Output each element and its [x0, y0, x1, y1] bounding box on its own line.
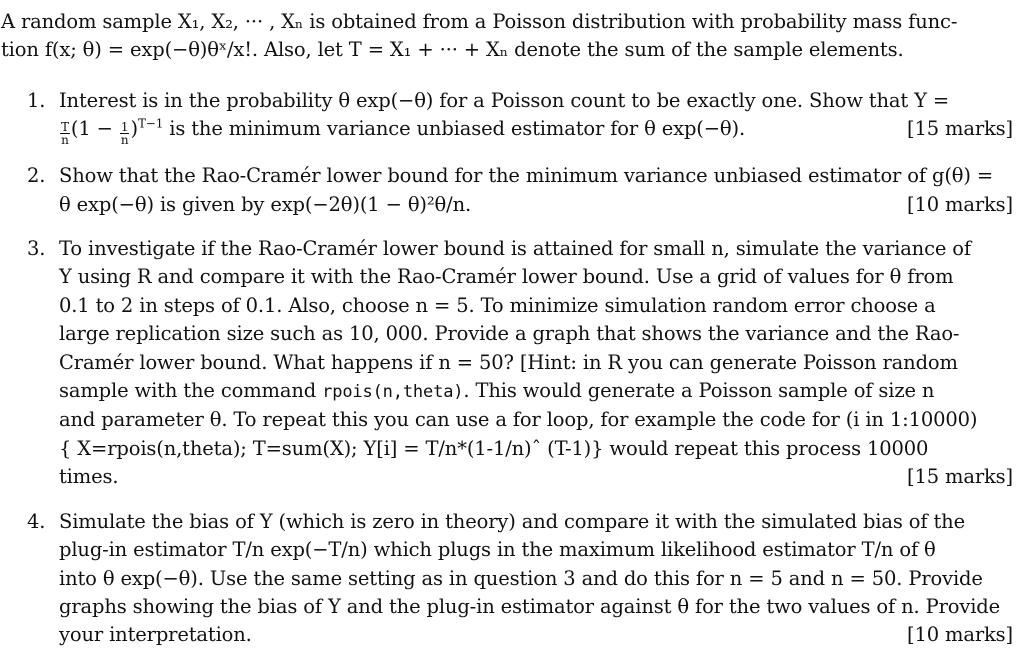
- question-line: θ exp(−θ) is given by exp(−2θ)(1 − θ)²θ/n.: [59, 192, 472, 216]
- fraction-t-over-n: $\frac{T}{n}$: [61, 120, 69, 148]
- intro-paragraph: [1, 8, 1013, 65]
- code-snippet: rpois(n,theta): [322, 382, 464, 403]
- marks-label: [15 marks]: [907, 117, 1013, 141]
- question-line: Simulate the bias of Y (which is zero in theory) and compare it with the simulated bias of the: [59, 509, 965, 533]
- marks-label: [10 marks]: [907, 623, 1013, 647]
- question-line: Show that the Rao-Cramér lower bound for the minimum variance unbiased estimator of g(θ) =: [59, 164, 994, 188]
- question-number: 4.: [27, 509, 46, 533]
- question-number: 2.: [27, 164, 46, 188]
- question-line: plug-in estimator T/n exp(−T/n) which plugs in the maximum likelihood estimator T/n of θ: [59, 538, 936, 562]
- question-line: Cramér lower bound. What happens if n = 50? [Hint: in R you can generate Poisson random: [59, 350, 958, 374]
- intro-line: A random sample X₁, X₂, ··· , Xₙ is obtained from a Poisson distribution with probability mass func-: [1, 10, 958, 33]
- marks-label: [15 marks]: [907, 465, 1013, 489]
- marks-label: [10 marks]: [907, 192, 1013, 216]
- question-1: [1, 87, 1013, 146]
- question-line: 0.1 to 2 in steps of 0.1. Also, choose n = 5. To minimize simulation random error choose a: [59, 293, 936, 317]
- question-line: graphs showing the bias of Y and the plug-in estimator against θ for the two values of n. Provide: [59, 594, 1001, 618]
- intro-line: tion f(x; θ) = exp(−θ)θˣ/x!. Also, let T = X₁ + ··· + Xₙ denote the sum of the sample elements.: [1, 38, 904, 62]
- question-4: [1, 508, 1013, 650]
- formula-line: $\frac{T}{n}$ (1 − $\frac{1}{n}$ )$^{T-1}$ is the minimum variance unbiased estimator for θ exp(−θ).: [61, 116, 746, 148]
- question-line-with-marks: [59, 191, 1013, 219]
- question-line: Y using R and compare it with the Rao-Cramér lower bound. Use a grid of values for θ from: [59, 265, 954, 289]
- question-line: To investigate if the Rao-Cramér lower bound is attained for small n, simulate the variance of: [59, 237, 971, 261]
- question-line: { X=rpois(n,theta); T=sum(X); Y[i] = T/n*(1-1/n)ˆ (T-1)} would repeat this process 10000: [59, 436, 929, 460]
- fraction-1-over-n: $\frac{1}{n}$: [120, 120, 129, 148]
- question-2: [1, 162, 1013, 219]
- question-line: Interest is in the probability θ exp(−θ) for a Poisson count to be exactly one. Show that Y =: [59, 88, 950, 112]
- question-3: [1, 235, 1013, 492]
- question-number: 3.: [27, 237, 46, 261]
- question-number: 1.: [27, 88, 46, 112]
- question-line: and parameter θ. To repeat this you can use a for loop, for example the code for (i in 1:10000): [59, 408, 978, 432]
- question-line: sample with the command rpois(n,theta). This would generate a Poisson sample of size n: [59, 379, 935, 403]
- question-line: times.: [59, 465, 119, 489]
- question-line: large replication size such as 10, 000. Provide a graph that shows the variance and the Rao-: [59, 322, 960, 346]
- question-line-with-marks: [59, 621, 1013, 649]
- question-line-with-marks: [59, 463, 1013, 491]
- question-line: into θ exp(−θ). Use the same setting as in question 3 and do this for n = 5 and n = 50. Provide: [59, 566, 983, 590]
- question-line-with-marks: [59, 115, 1013, 146]
- question-line: your interpretation.: [59, 623, 252, 647]
